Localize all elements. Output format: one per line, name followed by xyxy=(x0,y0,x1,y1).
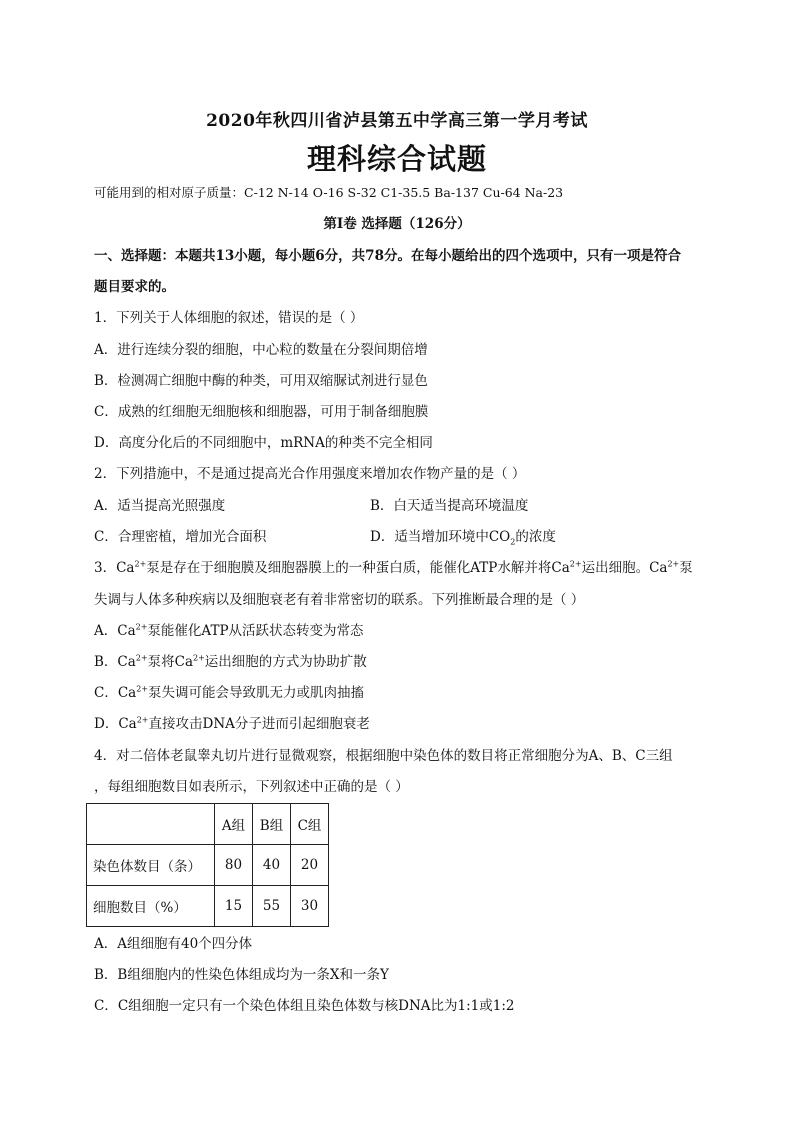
table-cell: 染色体数目（条） xyxy=(87,845,215,886)
q2-option-d: D．适当增加环境中$CO_2$的浓度 xyxy=(370,529,556,547)
q2-option-b: B．白天适当提高环境温度 xyxy=(370,498,529,514)
subject-title: 理科综合试题 xyxy=(306,142,487,176)
cell-group-table xyxy=(86,803,329,927)
table-cell: 55 xyxy=(253,886,291,927)
exam-title: 2020年秋四川省泸县第五中学高三第一学月考试 xyxy=(206,111,588,131)
q1-option-c: C．成熟的红细胞无细胞核和细胞器，可用于制备细胞膜 xyxy=(94,404,429,420)
atomic-masses: 可能用到的相对原子质量：C-12 N-14 O-16 S-32 C1-35.5 Ba-137 Cu-64 Na-23 xyxy=(94,185,564,200)
q2-stem: 2．下列措施中，不是通过提高光合作用强度来增加农作物产量的是（ ） xyxy=(94,466,526,482)
q3-option-c: C．$Ca^{2+}$泵失调可能会导致肌无力或肌肉抽搐 xyxy=(94,684,365,701)
q3-stem-line-2: 失调与人体多种疾病以及细胞衰老有着非常密切的联系。下列推断最合理的是（ ） xyxy=(94,592,585,608)
table-header-cell: B组 xyxy=(253,804,291,845)
q4-option-b: B．B组细胞内的性染色体组成均为一条X和一条Y xyxy=(94,967,389,983)
table-row xyxy=(87,845,329,886)
q1-stem: 1．下列关于人体细胞的叙述，错误的是（ ） xyxy=(94,310,364,326)
table-cell: 80 xyxy=(215,845,253,886)
q1-option-b: B．检测凋亡细胞中酶的种类，可用双缩脲试剂进行显色 xyxy=(94,373,428,389)
q4-stem-line-2: ，每组细胞数目如表所示，下列叙述中正确的是（ ） xyxy=(94,779,409,795)
instructions-line-1: 一、选择题：本题共13小题，每小题6分，共78分。在每小题给出的四个选项中，只有一项是符合 xyxy=(94,248,681,264)
table-cell: 15 xyxy=(215,886,253,927)
table-cell: 20 xyxy=(291,845,329,886)
table-header-cell xyxy=(87,804,215,845)
q1-option-a: A．进行连续分裂的细胞，中心粒的数量在分裂间期倍增 xyxy=(94,342,428,358)
section-heading: 第Ⅰ卷 选择题（126分） xyxy=(323,216,471,232)
q2-option-c: C．合理密植，增加光合面积 xyxy=(94,529,267,545)
q4-option-c: C．C组细胞一定只有一个染色体组且染色体数与核DNA比为1:1或1:2 xyxy=(94,998,515,1014)
table-row xyxy=(87,886,329,927)
q3-option-d: D．$Ca^{2+}$直接攻击DNA分子进而引起细胞衰老 xyxy=(94,715,370,732)
q4-option-a: A．A组细胞有40个四分体 xyxy=(94,936,253,952)
table-header-cell: A组 xyxy=(215,804,253,845)
q1-option-d: D．高度分化后的不同细胞中，mRNA的种类不完全相同 xyxy=(94,435,433,451)
q4-stem-line-1: 4．对二倍体老鼠睾丸切片进行显微观察，根据细胞中染色体的数目将正常细胞分为A、B、C三组 xyxy=(94,748,673,764)
table-cell: 40 xyxy=(253,845,291,886)
table-cell: 细胞数目（%） xyxy=(87,886,215,927)
instructions-line-2: 题目要求的。 xyxy=(94,279,175,295)
q3-option-b: B．$Ca^{2+}$泵将$Ca^{2+}$运出细胞的方式为协助扩散 xyxy=(94,653,367,670)
table-header-cell: C组 xyxy=(291,804,329,845)
q3-stem-line-1: 3．$Ca^{2+}$泵是存在于细胞膜及细胞器膜上的一种蛋白质，能催化ATP水解并将$Ca^{2+}$运出细胞。$Ca^{2+}$泵 xyxy=(94,559,693,576)
q3-option-a: A．$Ca^{2+}$泵能催化ATP从活跃状态转变为常态 xyxy=(94,622,364,639)
q2-row-1 xyxy=(94,496,714,516)
q2-row-2 xyxy=(94,527,714,547)
table-header-row xyxy=(87,804,329,845)
q2-option-a: A．适当提高光照强度 xyxy=(94,498,226,514)
table-cell: 30 xyxy=(291,886,329,927)
